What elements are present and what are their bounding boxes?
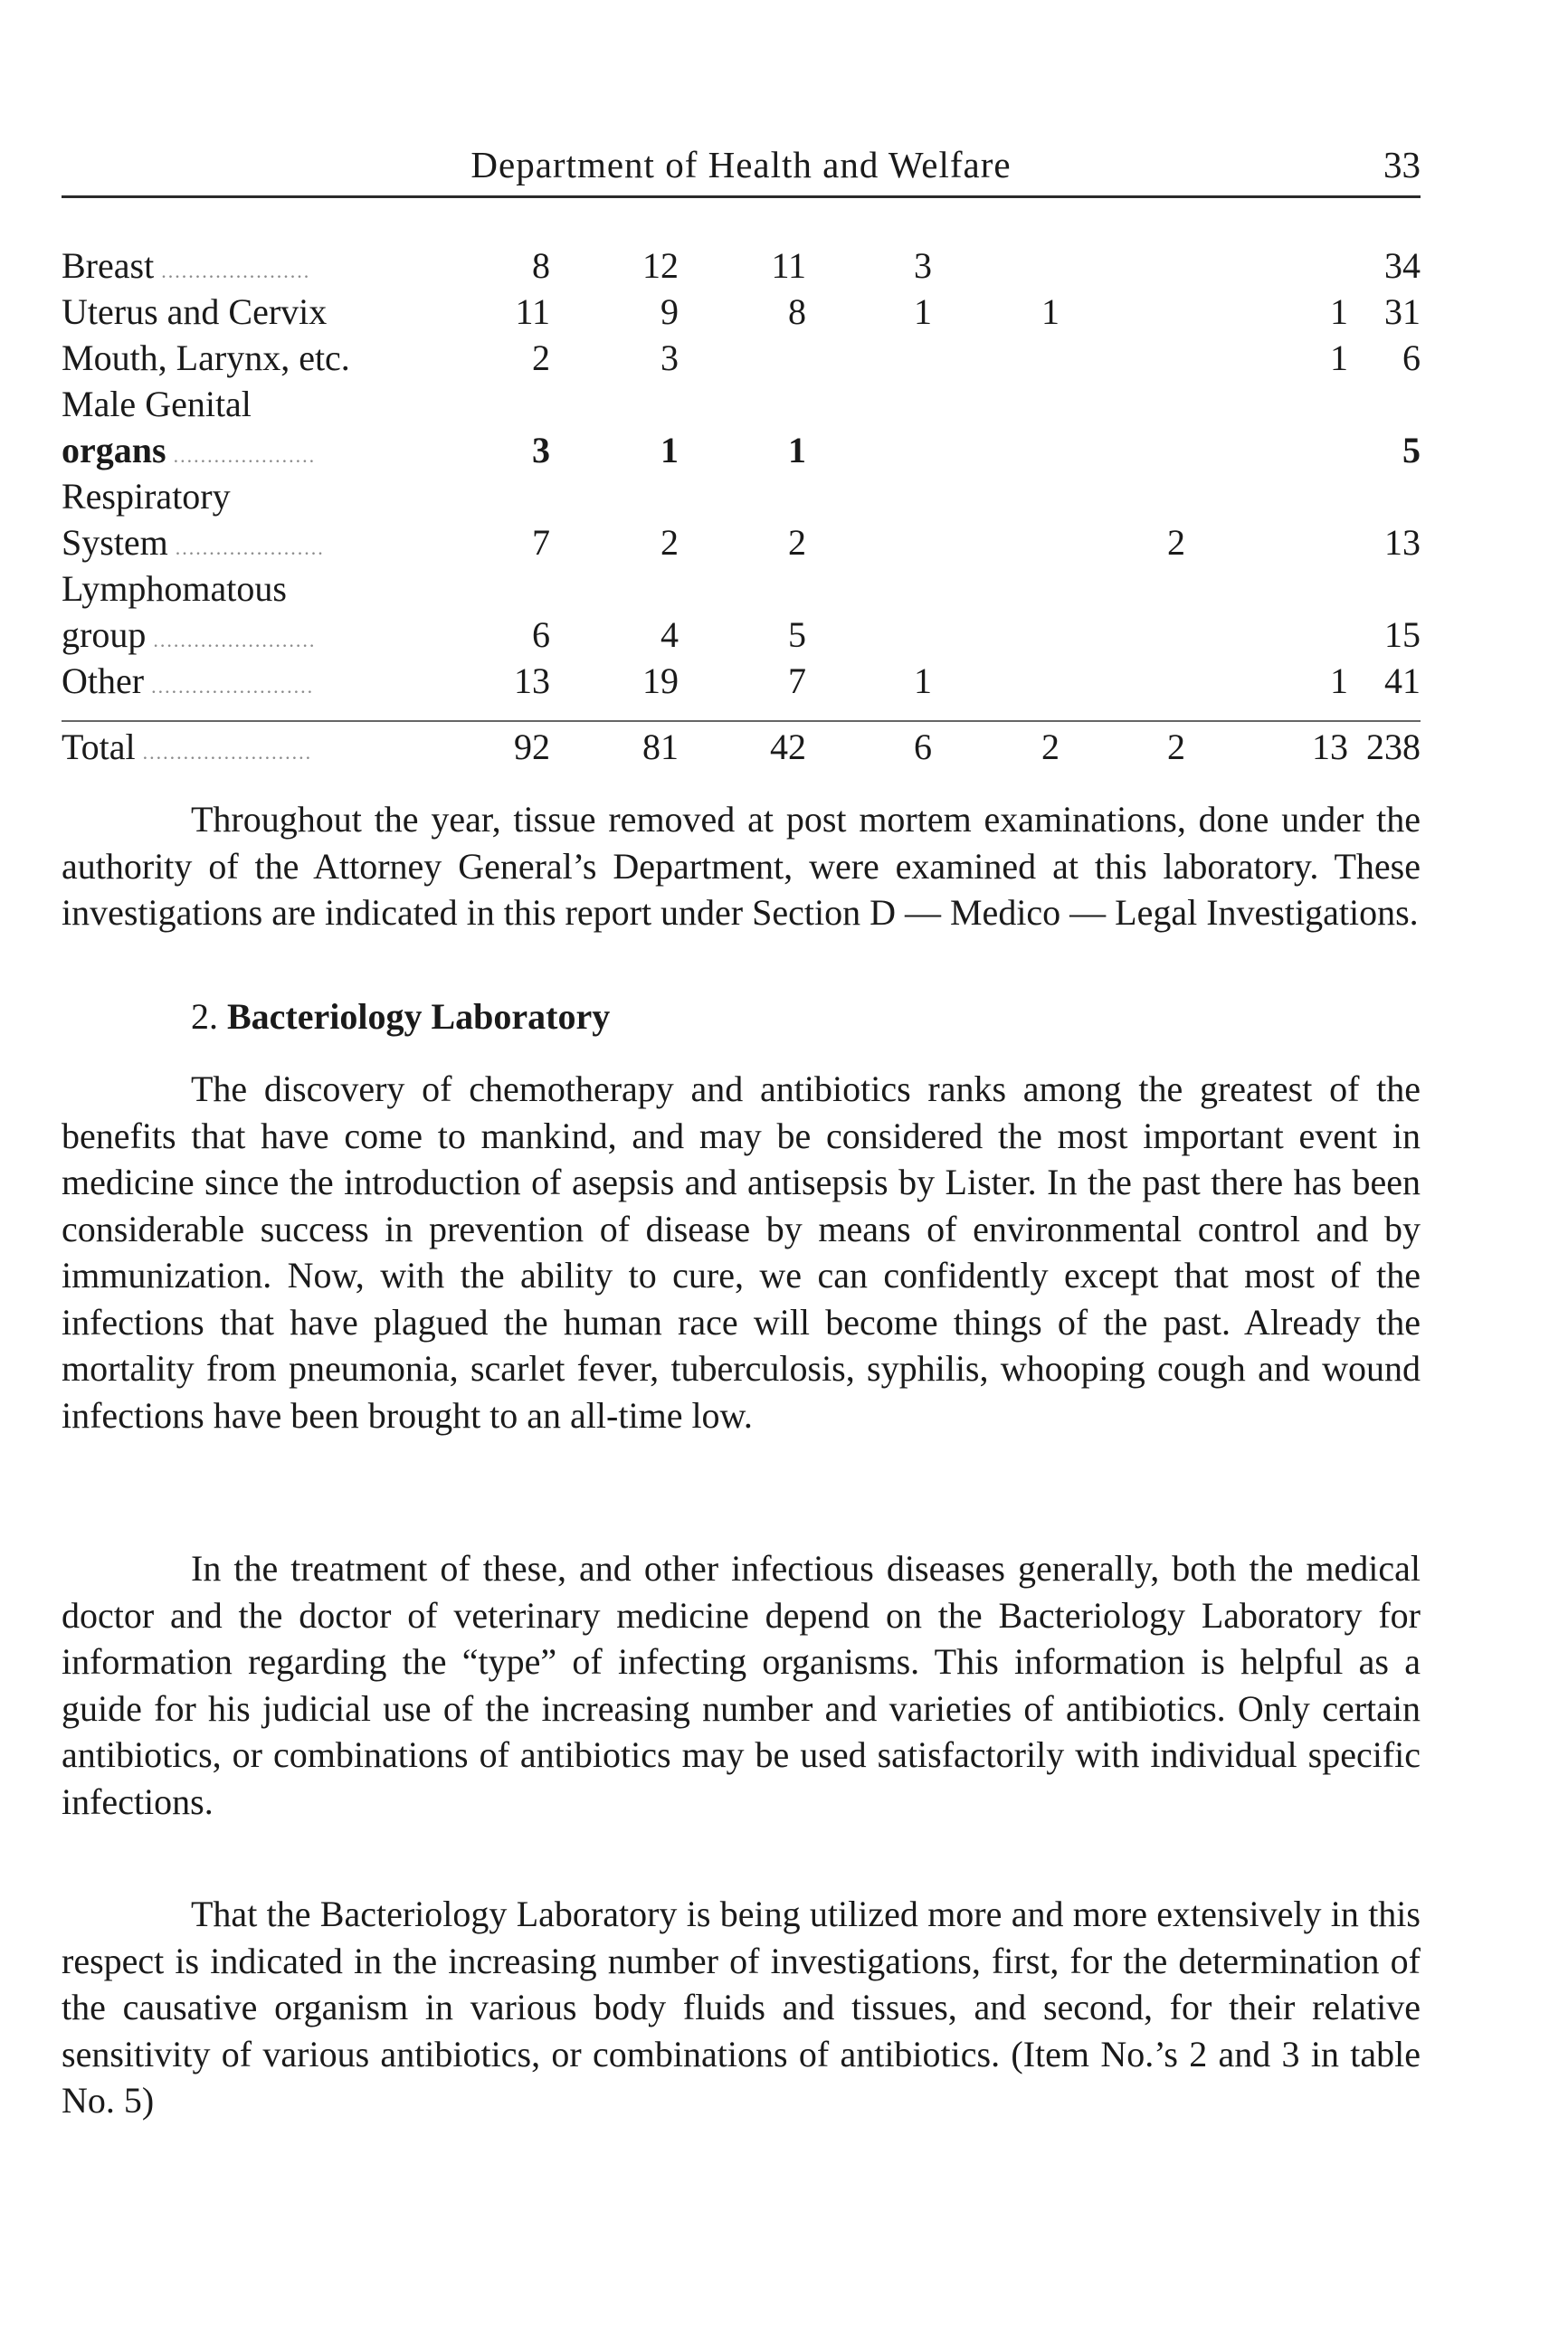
row-label: Respiratory: [62, 476, 231, 517]
total-label: Total .........................: [62, 726, 313, 767]
table-cell: 2: [660, 522, 679, 563]
table-cell: 2: [532, 337, 550, 378]
total-rule: [62, 720, 1421, 722]
table-body: [62, 242, 1421, 704]
table-cell: 31: [1384, 291, 1421, 332]
section-heading: [191, 995, 610, 1038]
row-label: System ......................: [62, 522, 325, 563]
table-cell: 11: [771, 245, 806, 286]
total-cell: 2: [1041, 726, 1060, 767]
section-title: Bacteriology Laboratory: [227, 996, 611, 1037]
table-cell: 5: [1402, 430, 1421, 470]
section-number: 2.: [191, 996, 218, 1037]
table-cell: 1: [660, 430, 679, 470]
table-cell: 5: [788, 614, 806, 655]
table-row: [62, 335, 1421, 381]
tumor-statistics-table: [62, 242, 1421, 767]
total-cell: 92: [514, 726, 550, 767]
row-label: group ........................: [62, 614, 317, 655]
row-label: Uterus and Cervix: [62, 291, 328, 332]
header-title: Department of Health and Welfare: [470, 144, 1012, 185]
page-number: 33: [1383, 144, 1421, 185]
table-cell: 12: [642, 245, 679, 286]
table-cell: 9: [660, 291, 679, 332]
table-cell: 13: [514, 660, 550, 701]
table-cell: 6: [532, 614, 550, 655]
table-row: [62, 473, 1421, 519]
table-total-row: [62, 724, 1421, 770]
table-cell: 15: [1384, 614, 1421, 655]
table-cell: 8: [532, 245, 550, 286]
table-cell: 6: [1402, 337, 1421, 378]
table-row: [62, 289, 1421, 335]
table-row: [62, 612, 1421, 658]
total-cell: 2: [1167, 726, 1185, 767]
paragraph-chemotherapy: [62, 1066, 1421, 1438]
running-header: [62, 136, 1421, 198]
table-row: [62, 565, 1421, 612]
table-cell: 7: [532, 522, 550, 563]
table-row: [62, 381, 1421, 427]
table-cell: 1: [1041, 291, 1060, 332]
total-cell: 238: [1366, 726, 1421, 767]
row-label: Mouth, Larynx, etc.: [62, 337, 350, 378]
total-cell: 13: [1312, 726, 1348, 767]
table-cell: 1: [1330, 660, 1348, 701]
table-row: [62, 427, 1421, 473]
row-label: organs .....................: [62, 430, 317, 470]
table-cell: 1: [1330, 291, 1348, 332]
paragraph-treatment: [62, 1545, 1421, 1825]
table-cell: 1: [914, 291, 932, 332]
table-cell: 2: [1167, 522, 1185, 563]
table-cell: 4: [660, 614, 679, 655]
row-label: Male Genital: [62, 384, 252, 424]
table-cell: 2: [788, 522, 806, 563]
table-cell: 41: [1384, 660, 1421, 701]
table-cell: 1: [788, 430, 806, 470]
table-cell: 1: [1330, 337, 1348, 378]
table-cell: 3: [660, 337, 679, 378]
paragraph-text: In the treatment of these, and other infectious diseases generally, both the medical doctor and the doctor of veterinary medicine depend on the Bacteriology Laboratory for information regarding the “type” of infecting organisms. This information is helpful as a guide for his judicial use of the increasing number and varieties of antibiotics. Only certain antibiotics, or combinations of antibiotics may be used satisfactorily with individual specific infections.: [62, 1548, 1421, 1822]
row-label: Other ........................: [62, 660, 315, 701]
table-row: [62, 519, 1421, 565]
paragraph-utilization: [62, 1891, 1421, 2124]
total-cell: 81: [642, 726, 679, 767]
table-cell: 1: [914, 660, 932, 701]
paragraph-text: Throughout the year, tissue removed at post mortem examinations, done under the authority of the Attorney General’s Department, were examined at this laboratory. These investigations are indicated in this report under Section D — Medico — Legal Investigations.: [62, 799, 1421, 933]
paragraph-text: That the Bacteriology Laboratory is being utilized more and more extensively in this respect is indicated in the increasing number of investigations, first, for the determination of the causative organism in various body fluids and tissues, and second, for their relative sensitivity of various antibiotics, or combinations of antibiotics. (Item No.’s 2 and 3 in table No. 5): [62, 1894, 1421, 2121]
total-cell: 42: [770, 726, 806, 767]
table-row: [62, 242, 1421, 289]
table-cell: 34: [1384, 245, 1421, 286]
paragraph-post-mortem: [62, 796, 1421, 936]
table-cell: 19: [642, 660, 679, 701]
table-cell: 11: [515, 291, 550, 332]
paragraph-text: The discovery of chemotherapy and antibiotics ranks among the greatest of the benefits that have come to mankind, and may be considered the most important event in medicine since the introduction of asepsis and antisepsis by Lister. In the past there has been considerable success in prevention of disease by means of environmental control and by immunization. Now, with the ability to cure, we can confidently except that most of the infections that have plagued the human race will become things of the past. Already the mortality from pneumonia, scarlet fever, tuberculosis, syphilis, whooping cough and wound infections have been brought to an all-time low.: [62, 1068, 1421, 1436]
total-cell: 6: [914, 726, 932, 767]
table-row: [62, 658, 1421, 704]
row-label: Lymphomatous: [62, 568, 287, 609]
table-cell: 8: [788, 291, 806, 332]
table-cell: 3: [914, 245, 932, 286]
table-cell: 13: [1384, 522, 1421, 563]
table-cell: 3: [532, 430, 550, 470]
row-label: Breast ......................: [62, 245, 311, 286]
table-cell: 7: [788, 660, 806, 701]
